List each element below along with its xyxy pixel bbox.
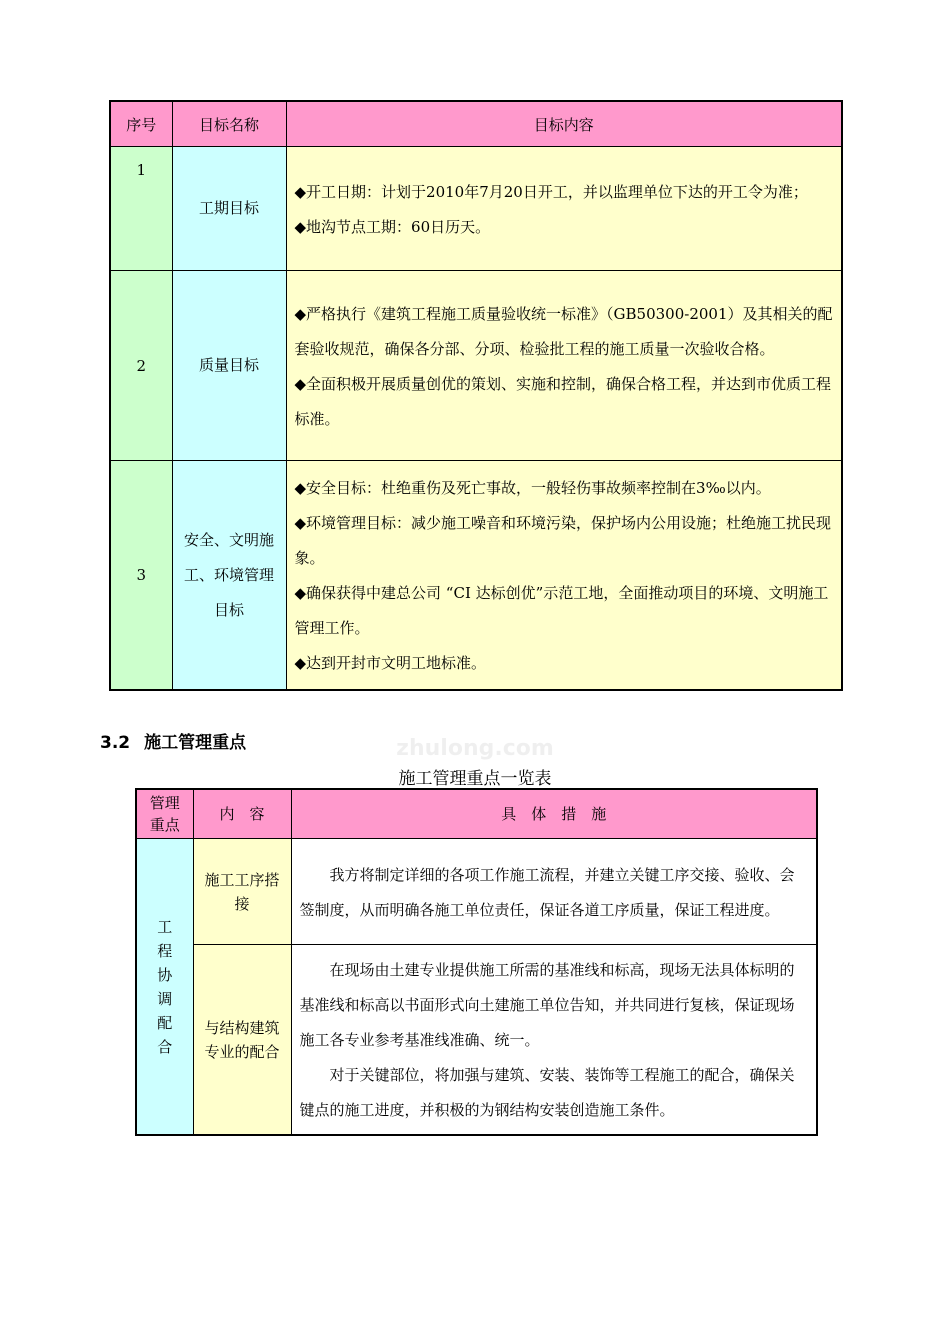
table-row [110,271,842,461]
header-measures: 具 体 措 施 [291,789,817,839]
table-row [136,945,817,1136]
measure-cell [291,945,817,1136]
row-no: 1 [110,147,172,271]
section-number: 3.2 [100,733,131,753]
watermark: zhulong.com [396,736,554,761]
row-no: 2 [110,271,172,461]
management-table [135,788,818,1136]
table-row [110,461,842,691]
goals-table-header [110,101,842,147]
category-cell: 工程协调配合 [136,839,193,1136]
goal-name: 质量目标 [172,271,286,461]
measure-text: 对于关键部位，将加强与建筑、安装、装饰等工程施工的配合，确保关键点的施工进度，并积极的为钢结构安装创造施工条件。 [299,1066,795,1119]
header-content: 内 容 [193,789,291,839]
management-table-header [136,789,817,839]
header-no: 序号 [110,101,172,147]
goal-content-item: ◆确保获得中建总公司 “CI 达标创优”示范工地，全面推动项目的环境、文明施工管理工作。 [294,584,829,637]
measure-cell [291,839,817,945]
goal-content-item: ◆全面积极开展质量创优的策划、实施和控制，确保合格工程，并达到市优质工程标准。 [294,374,832,428]
row-no: 3 [110,461,172,691]
measure-text: 我方将制定详细的各项工作施工流程，并建立关键工序交接、验收、会签制度，从而明确各施工单位责任，保证各道工序质量，保证工程进度。 [299,865,795,919]
goal-name: 安全、文明施工、环境管理目标 [172,461,286,691]
goal-content [286,461,842,691]
item-name: 施工工序搭接 [193,839,291,945]
measure-text: 在现场由土建专业提供施工所需的基准线和标高，现场无法具体标明的基准线和标高以书面形式向土建施工单位告知，并共同进行复核，保证现场施工各专业参考基准线准确、统一。 [299,961,795,1049]
goal-content-item: ◆开工日期：计划于2010年7月20日开工，并以监理单位下达的开工令为准； [294,182,808,201]
header-goal-name: 目标名称 [172,101,286,147]
header-goal-content: 目标内容 [286,101,842,147]
table-row [136,839,817,945]
section-title: 施工管理重点 [144,733,247,753]
goal-content-item: ◆环境管理目标：减少施工噪音和环境污染，保护场内公用设施；杜绝施工扰民现象。 [294,514,832,567]
header-key-point: 管理重点 [136,789,193,839]
goal-name: 工期目标 [172,147,286,271]
table-row [110,147,842,271]
goal-content-item: ◆严格执行《建筑工程施工质量验收统一标准》（GB50300-2001）及其相关的配套验收规范，确保各分部、分项、检验批工程的施工质量一次验收合格。 [294,304,833,358]
goal-content-item: ◆地沟节点工期：60日历天。 [294,217,491,236]
goal-content-item: ◆达到开封市文明工地标准。 [294,654,487,672]
goal-content [286,271,842,461]
goals-table [109,100,843,691]
section-heading [100,728,246,753]
item-name: 与结构建筑专业的配合 [193,945,291,1136]
goal-content-item: ◆安全目标：杜绝重伤及死亡事故，一般轻伤事故频率控制在3‰以内。 [294,479,771,497]
table-caption: 施工管理重点一览表 [398,769,552,789]
goal-content [286,147,842,271]
